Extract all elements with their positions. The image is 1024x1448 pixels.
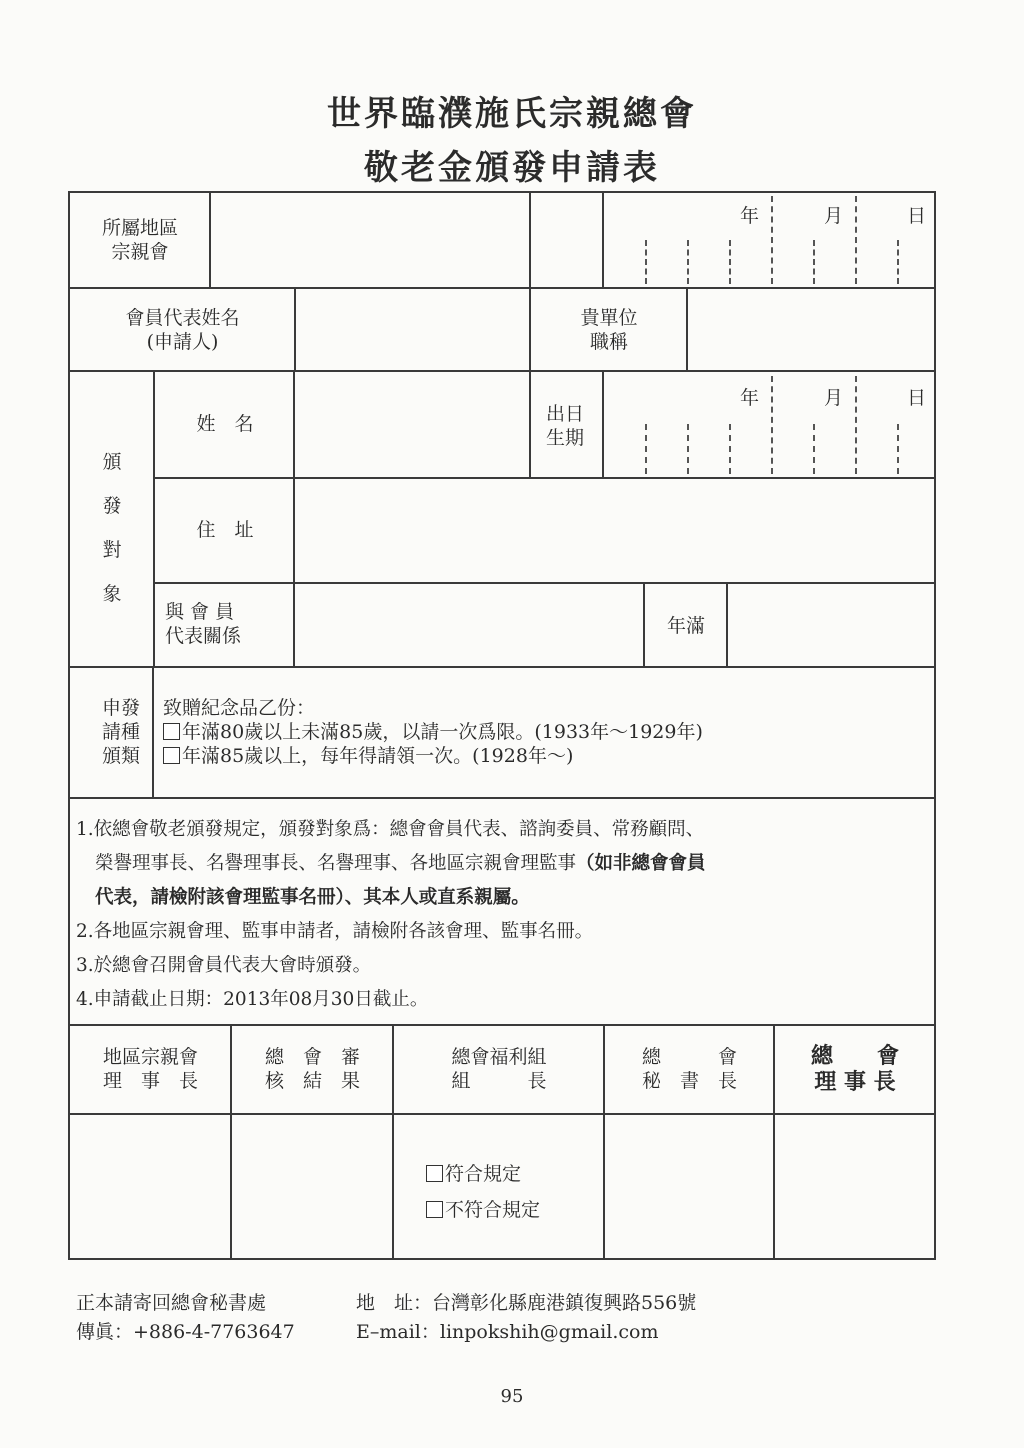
signoff-chairman-line1: 總 會 [810,1043,899,1069]
option1-row [163,720,703,744]
option2-checkbox[interactable] [163,747,180,764]
relation-field[interactable] [296,585,641,664]
gift-intro: 致贈紀念品乙份： [163,697,316,719]
note-4: 4.申請截止日期：2013年08月30日截止。 [76,989,429,1010]
region-clan-label [70,216,210,264]
unit-position-label-line2: 職稱 [589,331,628,353]
footer-fax: 傳眞：+886-4-7763647 [76,1321,295,1343]
signoff-welfare-leader [394,1045,604,1093]
region-clan-label-line1: 所屬地區 [101,217,178,239]
recipient-section-label [92,440,132,616]
relation-label [165,600,241,648]
birth-date-label [546,402,584,450]
secretary-sign-cell[interactable] [606,1116,772,1256]
date-month-label: 月 [824,205,844,227]
option2-row [163,744,703,768]
birth-date-label-line1: 出日 [546,403,585,425]
birth-year-label: 年 [740,387,760,409]
page-number: 95 [500,1386,524,1407]
unit-position-label [531,306,687,354]
birth-day-label: 日 [907,387,927,409]
note-1-line2-bold: （如非總會會員 [576,853,706,874]
footer-left [76,1289,295,1347]
footer-right [356,1289,696,1347]
review-sign-cell[interactable] [233,1116,391,1256]
regional-chair-sign-cell[interactable] [71,1116,229,1256]
note-1-line1: 1.依總會敬老頒發規定，頒發對象爲：總會會員代表、諮詢委員、常務顧問、 [76,819,705,840]
note-1-line2-text: 榮譽理事長、名譽理事長、名譽理事、各地區宗親會理監事 [95,853,577,874]
compliant-checkbox[interactable] [426,1165,443,1182]
unit-position-field[interactable] [689,290,933,368]
signoff-review-result-line1: 總 會 審 [264,1046,360,1068]
apply-type-label [102,696,140,768]
recipient-side-char: 發 [102,495,122,517]
member-rep-label-line1: 會員代表姓名 [125,307,240,329]
noncompliant-text: 不符合規定 [445,1199,541,1221]
signoff-regional-chair [70,1045,231,1093]
recipient-side-char: 象 [102,583,122,605]
form-subtitle: 敬老金頒發申請表 [364,148,660,188]
signoff-chairman-line2: 理 事 長 [814,1069,896,1095]
date-day-label: 日 [907,205,927,227]
apply-type-label-line3: 頒類 [102,745,141,767]
note-2: 2.各地區宗親會理、監事申請者，請檢附各該會理、監事名冊。 [76,921,594,942]
birth-month-label: 月 [824,387,844,409]
note-1-line3: 代表，請檢附該會理監事名冊）、其本人或直系親屬。 [95,887,530,908]
birth-date-label-line2: 生期 [546,427,585,449]
footer-send-instruction: 正本請寄回總會秘書處 [76,1292,267,1314]
recipient-side-char: 對 [102,539,122,561]
signoff-secretary-general-line2: 秘 書 長 [641,1070,737,1092]
relation-label-line1: 與 會 員 [165,601,235,623]
age-field[interactable] [729,585,933,664]
member-rep-label-line2: (申請人) [146,331,219,353]
recipient-side-char: 頒 [102,451,122,473]
signoff-welfare-leader-line1: 總會福利組 [451,1046,547,1068]
unit-position-label-line1: 貴單位 [580,307,638,329]
option2-text: 年滿85歲以上，每年得請領一次。(1928年～) [182,745,574,767]
apply-type-label-line2: 請種 [102,721,141,743]
form-title: 世界臨濮施氏宗親總會 [327,94,697,134]
option1-text: 年滿80歲以上未滿85歲，以請一次爲限。(1933年～1929年) [182,721,703,743]
compliant-row [426,1156,540,1192]
region-clan-field[interactable] [212,194,528,286]
noncompliant-row [426,1192,540,1228]
review-checkboxes [426,1156,540,1228]
note-3: 3.於總會召開會員代表大會時頒發。 [76,955,372,976]
signoff-chairman [775,1043,935,1095]
member-rep-name-field[interactable] [297,290,527,368]
signoff-secretary-general-line1: 總 會 [641,1046,737,1068]
relation-label-line2: 代表關係 [165,625,242,647]
address-field[interactable] [296,480,933,580]
apply-type-label-line1: 申發 [102,697,141,719]
signoff-welfare-leader-line2: 組 長 [451,1070,547,1092]
signoff-regional-chair-line1: 地區宗親會 [102,1046,198,1068]
signoff-review-result-line2: 核 結 果 [264,1070,360,1092]
footer-address: 地 址：台灣彰化縣鹿港鎮復興路556號 [356,1292,697,1314]
signoff-review-result [232,1045,393,1093]
footer-email[interactable]: E–mail：linpokshih@gmail.com [356,1321,659,1343]
notes-section [76,813,926,1017]
apply-type-options [163,696,703,768]
age-label: 年滿 [666,615,705,637]
noncompliant-checkbox[interactable] [426,1201,443,1218]
member-rep-label [70,306,295,354]
chairman-sign-cell[interactable] [776,1116,933,1256]
recipient-name-label: 姓 名 [196,413,254,435]
compliant-text: 符合規定 [445,1163,522,1185]
region-clan-label-line2: 宗親會 [111,241,169,263]
address-label: 住 址 [196,519,254,541]
signoff-regional-chair-line2: 理 事 長 [102,1070,198,1092]
date-year-label: 年 [740,205,760,227]
note-1-line2 [76,847,926,881]
signoff-secretary-general [605,1045,774,1093]
option1-checkbox[interactable] [163,723,180,740]
recipient-name-field[interactable] [296,373,527,475]
application-date-blank[interactable] [532,194,601,286]
